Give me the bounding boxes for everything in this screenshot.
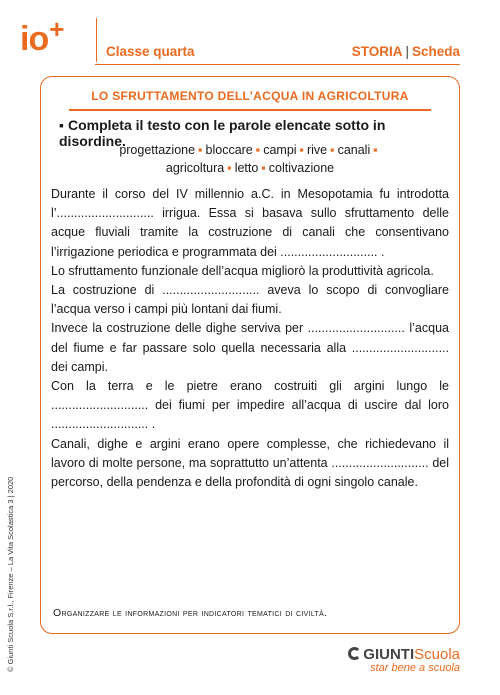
learning-objective: Organizzare le informazioni per indicatori tematici di civiltà.	[53, 607, 328, 619]
instruction-text: Completa il testo con le parole elencate sotto in disordine.	[59, 117, 386, 149]
class-label: Classe quarta	[106, 44, 195, 59]
g-logo-icon	[348, 647, 361, 660]
logo-plus: +	[49, 14, 64, 44]
sheet-type-label: Scheda	[411, 44, 460, 59]
word-separator: ▪	[261, 161, 266, 175]
word-separator: ▪	[299, 143, 304, 157]
word-bank-item: canali	[337, 143, 371, 157]
cloze-paragraph: Lo sfruttamento funzionale dell’acqua migliorò la produttività agricola.	[51, 263, 434, 278]
worksheet-title: LO SFRUTTAMENTO DELL’ACQUA IN AGRICOLTURA	[91, 89, 409, 103]
word-separator: ▪	[198, 143, 203, 157]
word-separator: ▪	[330, 143, 335, 157]
word-bank-item: letto	[234, 161, 259, 175]
subject-label: STORIA	[351, 44, 403, 59]
word-bank-item: progettazione	[119, 143, 196, 157]
brand-name-b: Scuola	[414, 646, 460, 663]
copyright-text: © Giunti Scuola S.r.l., Firenze – La Vita Scolastica 3 | 2020	[6, 476, 15, 672]
word-bank-item: rive	[306, 143, 328, 157]
io-plus-logo	[20, 14, 100, 62]
header-divider	[96, 18, 97, 62]
subject-header	[352, 44, 460, 59]
cloze-paragraph: Con la terra e le pietre erano costruiti gli argini lungo le ............................ dei fiumi per impedire all’acqua di uscire dal loro ............................ .	[51, 379, 449, 432]
word-separator: ▪	[373, 143, 378, 157]
cloze-paragraph: Canali, dighe e argini erano opere complesse, che richiedevano il lavoro di molte persone, ma soprattutto un’attenta ............................ del percorso, della pendenza e della profondità di ogni singolo canale.	[51, 436, 449, 490]
giunti-scuola-logo	[348, 646, 460, 674]
brand-name	[348, 646, 460, 663]
word-bank-item: coltivazione	[268, 161, 335, 175]
cloze-paragraph: Invece la costruzione delle dighe serviva per ............................ l’acqua del fiume e far passare solo quella necessaria alla ............................ dei campi.	[51, 321, 449, 374]
word-separator: ▪	[227, 161, 232, 175]
word-bank-line-2	[41, 159, 459, 177]
cloze-text	[51, 185, 449, 492]
cloze-paragraph: La costruzione di ............................ aveva lo scopo di convogliare l’acqua verso i campi più lontani dai fiumi.	[51, 283, 449, 317]
word-bank-line-1	[41, 141, 459, 159]
logo-text: io	[20, 20, 49, 58]
header-rule	[95, 64, 460, 65]
brand-name-a: GIUNTI	[363, 646, 415, 663]
word-bank-item: bloccare	[205, 143, 253, 157]
cloze-paragraph: Durante il corso del IV millennio a.C. in Mesopotamia fu introdotta l’............................ irrigua. Essa si basava sullo sfruttamento delle acque fluviali tramite la costruzione di canali che consentivano l’irrigazione periodica e programmata dei ............................ .	[51, 187, 449, 259]
word-bank	[41, 141, 459, 177]
title-underline	[69, 109, 431, 111]
subject-separator: |	[405, 44, 409, 59]
word-bank-item: agricoltura	[165, 161, 225, 175]
word-bank-item: campi	[263, 143, 297, 157]
word-separator: ▪	[255, 143, 261, 157]
worksheet-card	[40, 76, 460, 634]
instruction-bullet: ▪	[59, 117, 64, 133]
brand-tagline: star bene a scuola	[370, 662, 460, 674]
